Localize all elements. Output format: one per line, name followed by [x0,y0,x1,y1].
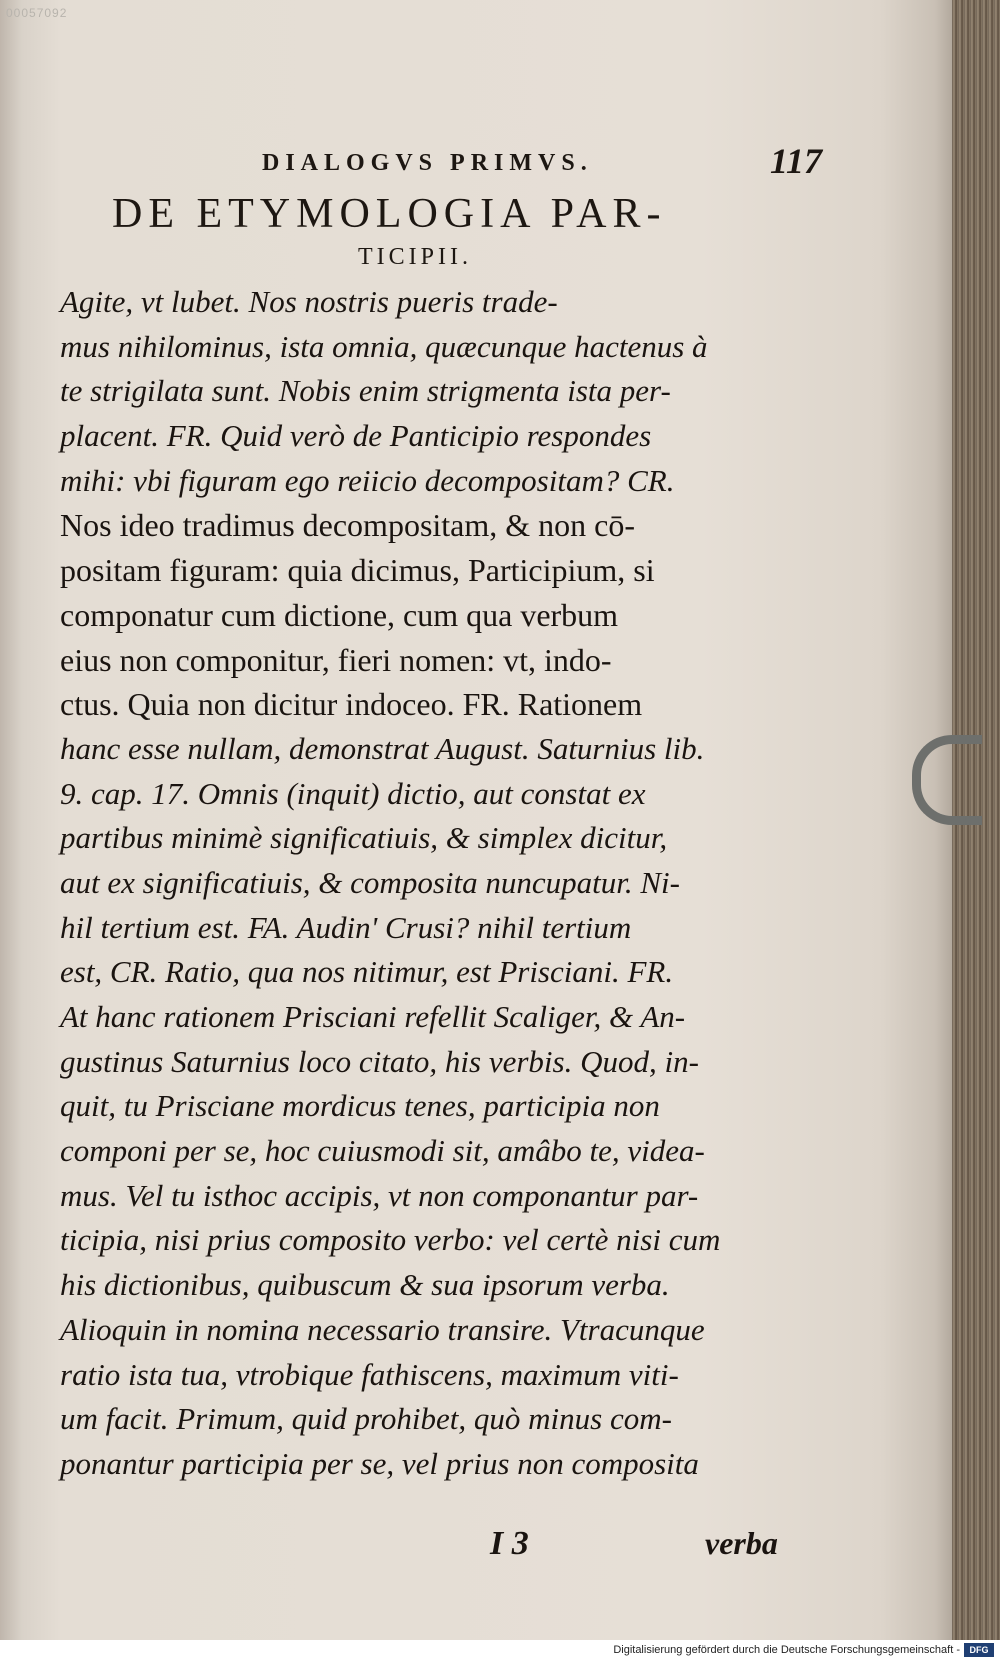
footer-credit: Digitalisierung gefördert durch die Deutsche Forschungsgemeinschaft - [613,1644,960,1656]
text-line: placent. FR. Quid verò de Panticipio respondes [60,418,652,454]
text-line: hanc esse nullam, demonstrat August. Saturnius lib. [60,730,705,766]
chapter-title: DE ETYMOLOGIA PAR- [112,191,667,237]
text-line: est, CR. Ratio, qua nos nitimur, est Prisciani. FR. [60,954,674,990]
text-line: aut ex significatiuis, & composita nuncupatur. Ni- [60,864,680,900]
text-line: mus. Vel tu isthoc accipis, vt non componantur par- [60,1177,699,1213]
text-line: positam figuram: quia dicimus, Participium, si [60,552,655,589]
text-line: gustinus Saturnius loco citato, his verbis. Quod, in- [60,1043,699,1079]
text-line: um facit. Primum, quid prohibet, quò minus com- [60,1401,672,1437]
text-line: ticipia, nisi prius composito verbo: vel certè nisi cum [60,1222,721,1258]
text-line: ratio ista tua, vtrobique fathiscens, maximum viti- [60,1356,679,1392]
text-line: componatur cum dictione, cum qua verbum [60,596,619,633]
text-line: Alioquin in nomina necessario transire. Vtracunque [60,1311,705,1347]
text-line: hil tertium est. FA. Audin' Crusi? nihil tertium [60,909,632,945]
text-line: eius non componitur, fieri nomen: vt, indo- [60,641,612,678]
scan-id: 00057092 [6,6,68,20]
book-clasp [912,735,982,825]
text-line: componi per se, hoc cuiusmodi sit, amâbo te, videa- [60,1133,705,1169]
text-line: his dictionibus, quibuscum & sua ipsorum verba. [60,1267,670,1303]
dfg-logo: DFG [964,1643,994,1657]
text-line: ponantur participia per se, vel prius non composita [60,1445,699,1481]
text-line: mihi: vbi figuram ego reiicio decompositam? CR. [60,462,675,498]
chapter-title-continuation: TICIPII. [358,244,472,270]
running-head: DIALOGVS PRIMVS. [262,150,593,176]
text-line: mus nihilominus, ista omnia, quæcunque hactenus à [60,328,708,364]
text-line: Agite, vt lubet. Nos nostris pueris trade- [60,284,558,319]
text-line: Nos ideo tradimus decompositam, & non cō- [60,507,636,544]
text-line: 9. cap. 17. Omnis (inquit) dictio, aut constat ex [60,775,646,811]
page-number: 117 [770,141,823,181]
catchword: verba [705,1525,778,1561]
text-line: te strigilata sunt. Nobis enim strigmenta ista per- [60,373,671,409]
signature-mark: I 3 [490,1525,529,1562]
text-line: At hanc rationem Prisciani refellit Scaliger, & An- [60,999,686,1034]
text-line: partibus minimè significatiuis, & simplex dicitur, [60,820,668,856]
body-text [60,280,850,1487]
text-line: ctus. Quia non dicitur indoceo. FR. Rationem [60,686,643,723]
text-line: quit, tu Prisciane mordicus tenes, participia non [60,1088,660,1124]
